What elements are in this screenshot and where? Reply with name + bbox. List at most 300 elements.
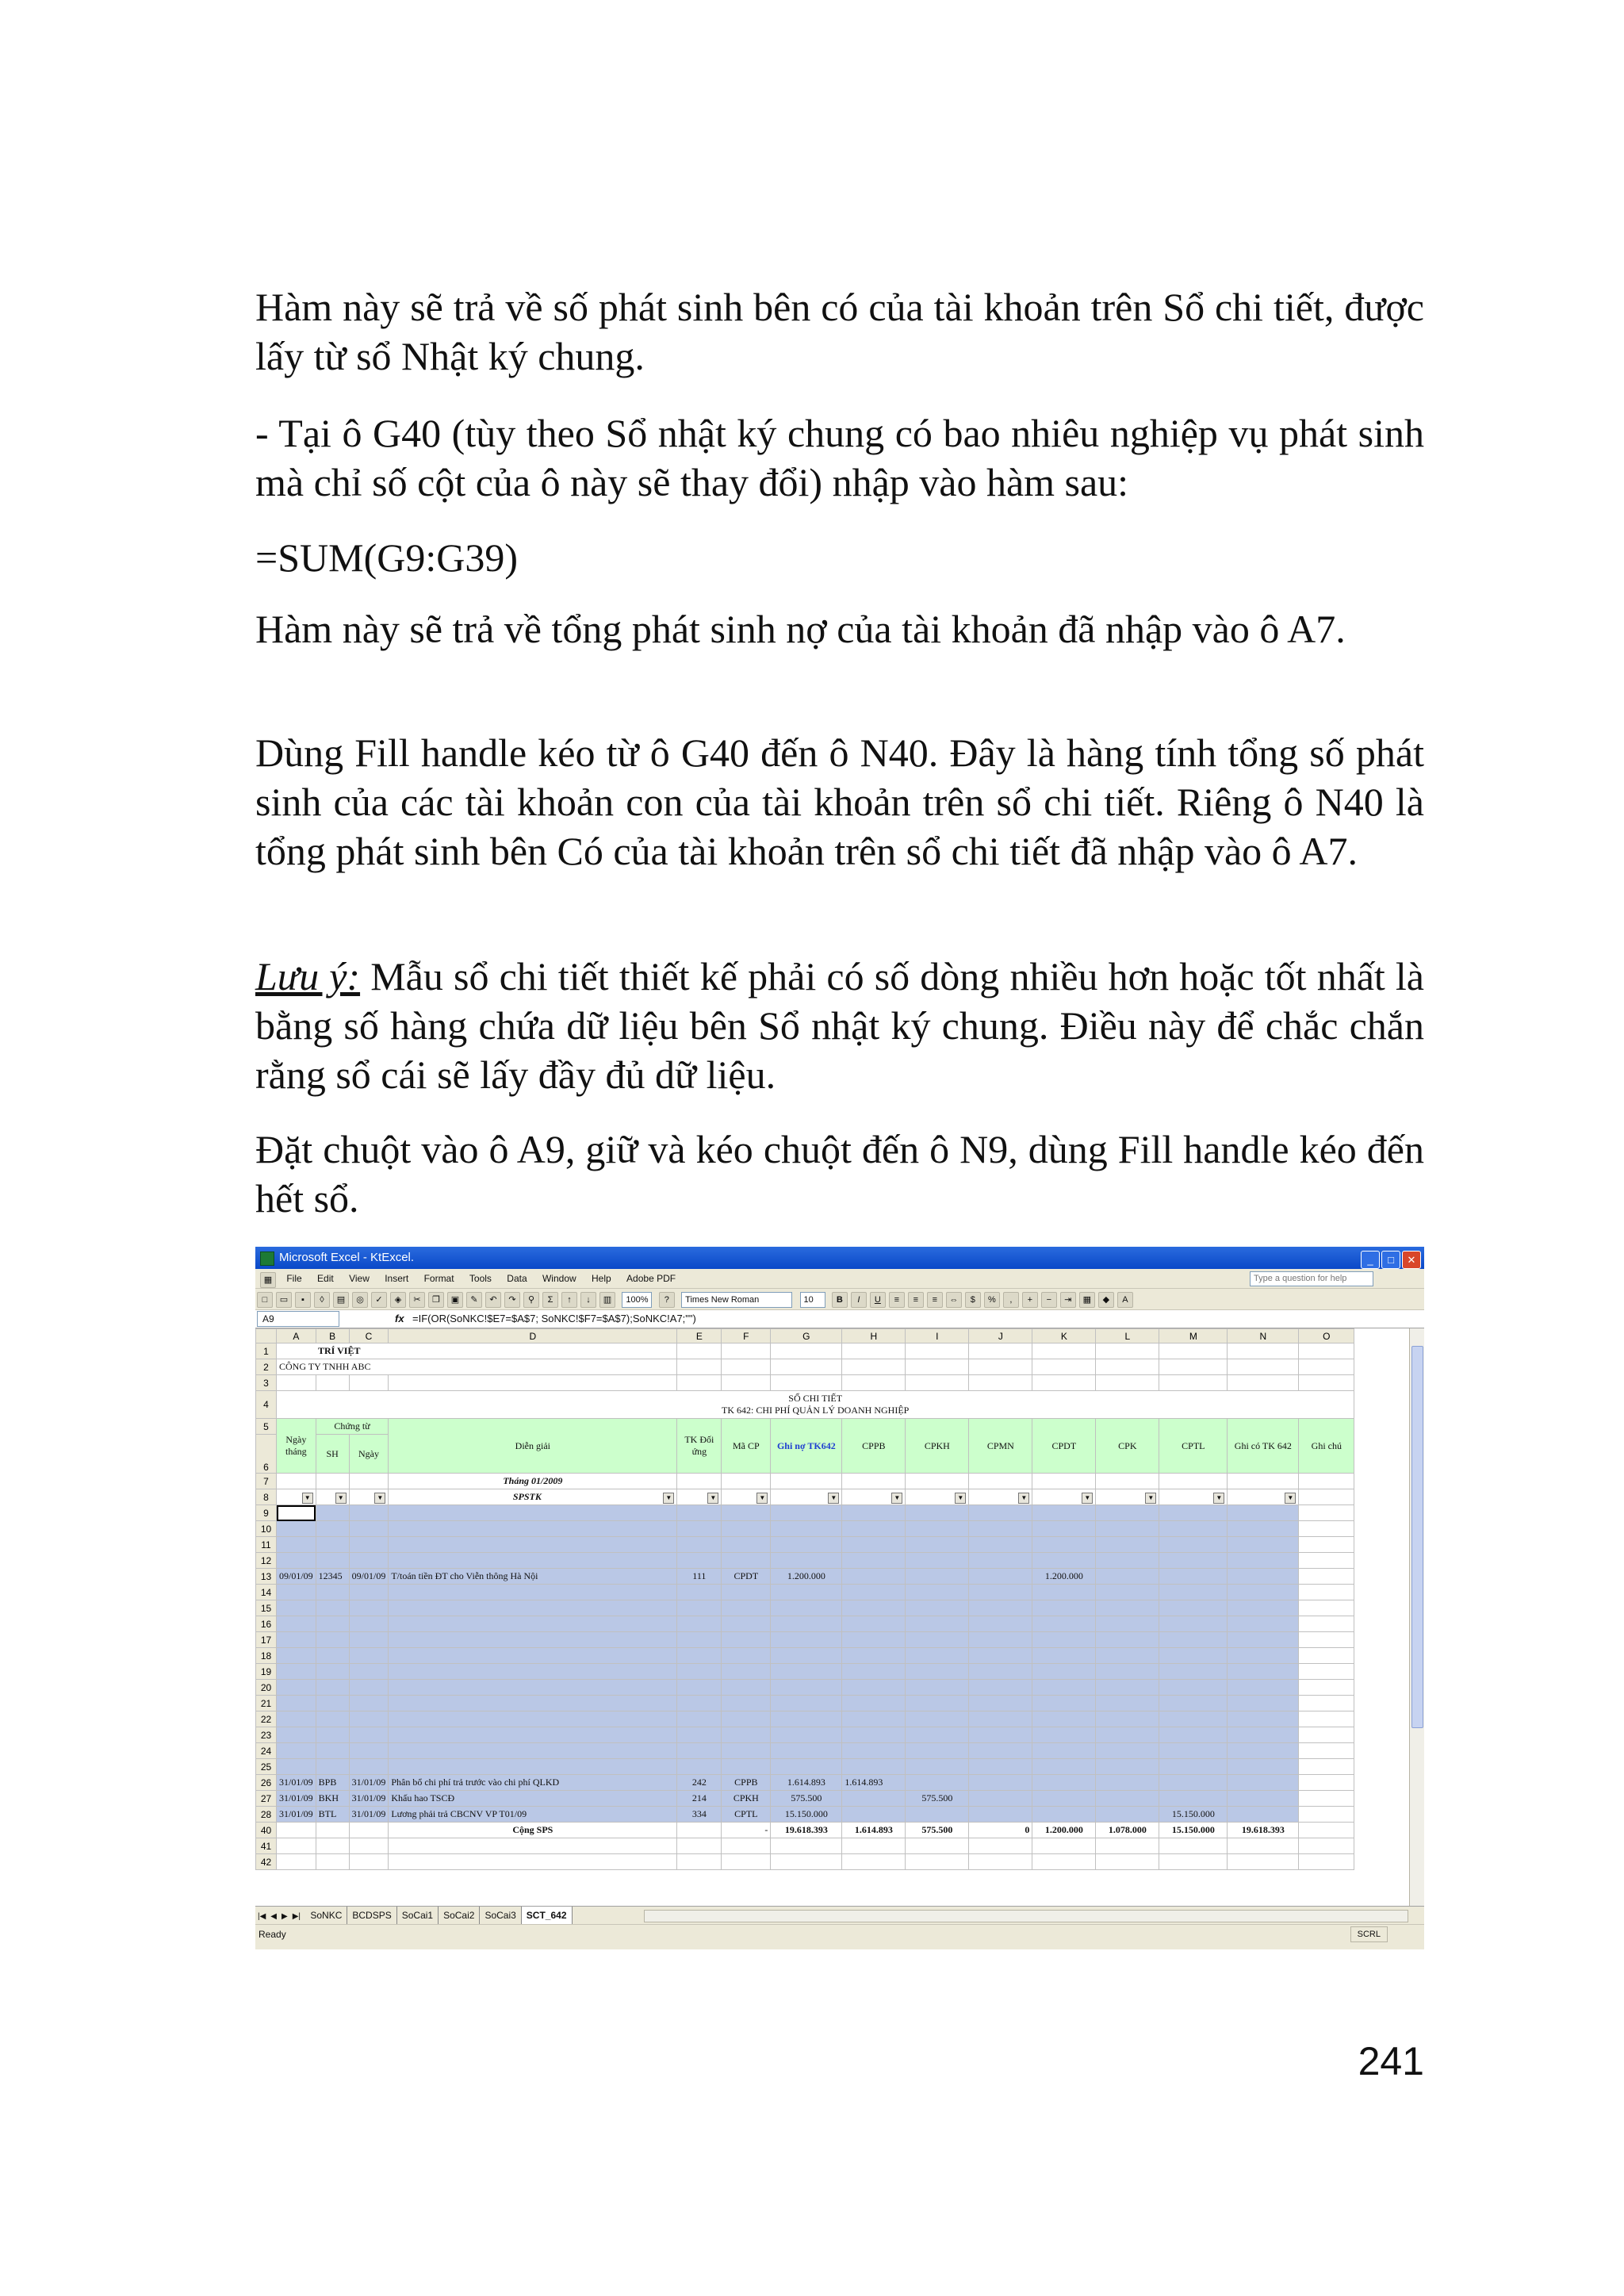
total-g[interactable]: 19.618.393 <box>771 1823 842 1838</box>
cell[interactable] <box>842 1343 906 1359</box>
next-sheet-icon[interactable]: ▶ <box>282 1912 288 1921</box>
cell[interactable] <box>842 1616 906 1632</box>
cell[interactable] <box>1032 1775 1096 1791</box>
cell[interactable] <box>277 1664 316 1680</box>
filter-cell[interactable] <box>969 1489 1032 1505</box>
total-k[interactable]: 1.200.000 <box>1032 1823 1096 1838</box>
cell[interactable] <box>1032 1375 1096 1391</box>
worksheet-grid[interactable] <box>255 1328 1424 1906</box>
cell[interactable] <box>1096 1696 1159 1711</box>
cell[interactable] <box>277 1537 316 1553</box>
cell[interactable] <box>349 1648 389 1664</box>
cell[interactable] <box>1228 1505 1299 1521</box>
cell[interactable] <box>842 1807 906 1823</box>
cell[interactable] <box>1096 1375 1159 1391</box>
cell-cpdt[interactable]: 1.200.000 <box>1032 1569 1096 1585</box>
cell[interactable] <box>1032 1680 1096 1696</box>
cell[interactable] <box>1032 1585 1096 1600</box>
cell[interactable] <box>1159 1854 1228 1870</box>
filter-cell[interactable] <box>1228 1489 1299 1505</box>
cell[interactable] <box>1228 1585 1299 1600</box>
cell[interactable] <box>316 1585 349 1600</box>
filter-dropdown-icon[interactable]: ▼ <box>374 1493 385 1504</box>
row-header[interactable]: 6 <box>256 1435 277 1474</box>
align-right-icon[interactable]: ≡ <box>927 1292 943 1308</box>
total-l[interactable]: 1.078.000 <box>1096 1823 1159 1838</box>
cell[interactable] <box>1159 1569 1228 1585</box>
cell[interactable] <box>1228 1743 1299 1759</box>
cell-date[interactable]: 09/01/09 <box>277 1569 316 1585</box>
cell[interactable] <box>1228 1569 1299 1585</box>
minimize-button[interactable]: _ <box>1361 1251 1380 1269</box>
font-size-select[interactable]: 10 <box>800 1292 825 1308</box>
cell[interactable] <box>842 1648 906 1664</box>
cell[interactable] <box>1299 1854 1354 1870</box>
row-header[interactable]: 14 <box>256 1585 277 1600</box>
research-icon[interactable]: ◈ <box>390 1292 406 1308</box>
cell[interactable] <box>1096 1759 1159 1775</box>
filter-cell[interactable] <box>1159 1489 1228 1505</box>
cell[interactable] <box>277 1616 316 1632</box>
cell[interactable] <box>969 1343 1032 1359</box>
cell[interactable] <box>771 1711 842 1727</box>
cell[interactable] <box>349 1854 389 1870</box>
filter-dropdown-icon[interactable]: ▼ <box>1285 1493 1296 1504</box>
cell[interactable] <box>1228 1343 1299 1359</box>
cell[interactable] <box>722 1664 771 1680</box>
row-header[interactable]: 2 <box>256 1359 277 1375</box>
cell[interactable] <box>349 1743 389 1759</box>
cell[interactable] <box>1228 1727 1299 1743</box>
indent-icon[interactable]: ⇥ <box>1060 1292 1076 1308</box>
cell[interactable] <box>1032 1838 1096 1854</box>
cell[interactable] <box>277 1854 316 1870</box>
cell[interactable] <box>969 1696 1032 1711</box>
row-header[interactable]: 25 <box>256 1759 277 1775</box>
cell[interactable] <box>316 1616 349 1632</box>
cell[interactable] <box>277 1648 316 1664</box>
cell[interactable] <box>1032 1616 1096 1632</box>
cell[interactable] <box>842 1537 906 1553</box>
cell[interactable] <box>906 1648 969 1664</box>
cell[interactable] <box>1228 1854 1299 1870</box>
cell[interactable] <box>1096 1791 1159 1807</box>
help-icon[interactable]: ? <box>659 1292 675 1308</box>
cell[interactable] <box>842 1696 906 1711</box>
header-tk-doi-ung[interactable]: TK Đối ứng <box>677 1419 722 1474</box>
cell[interactable] <box>1032 1664 1096 1680</box>
cell[interactable] <box>1096 1537 1159 1553</box>
cell[interactable] <box>1159 1759 1228 1775</box>
row-header[interactable]: 10 <box>256 1521 277 1537</box>
cell[interactable] <box>389 1696 677 1711</box>
cell[interactable] <box>1228 1521 1299 1537</box>
cell[interactable] <box>677 1632 722 1648</box>
cell[interactable] <box>906 1600 969 1616</box>
cell[interactable] <box>969 1616 1032 1632</box>
cell[interactable] <box>389 1553 677 1569</box>
cell[interactable] <box>722 1505 771 1521</box>
cell[interactable] <box>389 1743 677 1759</box>
new-icon[interactable]: □ <box>257 1292 273 1308</box>
cell[interactable] <box>389 1600 677 1616</box>
company-line1[interactable]: TRÍ VIỆT <box>277 1343 677 1359</box>
cell[interactable] <box>1032 1759 1096 1775</box>
cell[interactable] <box>722 1711 771 1727</box>
cell[interactable] <box>1299 1375 1354 1391</box>
cell-ma-cp[interactable]: CPKH <box>722 1791 771 1807</box>
cell[interactable] <box>316 1759 349 1775</box>
cell[interactable] <box>1096 1585 1159 1600</box>
cell[interactable] <box>1299 1474 1354 1489</box>
cell[interactable] <box>1096 1600 1159 1616</box>
cell[interactable] <box>1096 1474 1159 1489</box>
autosum-icon[interactable]: Σ <box>542 1292 558 1308</box>
menu-adobe-pdf[interactable]: Adobe PDF <box>626 1273 676 1284</box>
cell[interactable] <box>969 1680 1032 1696</box>
cell[interactable] <box>771 1632 842 1648</box>
cell[interactable] <box>906 1359 969 1375</box>
cell[interactable] <box>906 1474 969 1489</box>
cell[interactable] <box>771 1585 842 1600</box>
cell[interactable] <box>842 1474 906 1489</box>
cell[interactable] <box>722 1537 771 1553</box>
cell[interactable] <box>1159 1537 1228 1553</box>
cell[interactable] <box>842 1791 906 1807</box>
cell[interactable] <box>1159 1775 1228 1791</box>
cell[interactable] <box>277 1759 316 1775</box>
sort-asc-icon[interactable]: ↑ <box>561 1292 577 1308</box>
cell[interactable] <box>1299 1791 1354 1807</box>
filter-cell[interactable] <box>1032 1489 1096 1505</box>
filter-dropdown-icon[interactable]: ▼ <box>1213 1493 1224 1504</box>
cell[interactable] <box>906 1807 969 1823</box>
cell[interactable] <box>349 1823 389 1838</box>
menu-tools[interactable]: Tools <box>469 1273 492 1284</box>
cell[interactable] <box>277 1474 316 1489</box>
cell[interactable] <box>1299 1537 1354 1553</box>
cell[interactable] <box>722 1600 771 1616</box>
cell[interactable] <box>1228 1711 1299 1727</box>
cell[interactable] <box>1299 1489 1354 1505</box>
cell-ghi-no[interactable]: 1.614.893 <box>771 1775 842 1791</box>
row-header[interactable]: 3 <box>256 1375 277 1391</box>
cell[interactable] <box>389 1664 677 1680</box>
first-sheet-icon[interactable]: |◀ <box>258 1912 266 1921</box>
cell[interactable] <box>842 1505 906 1521</box>
header-cpdt[interactable]: CPDT <box>1032 1419 1096 1474</box>
header-cptl[interactable]: CPTL <box>1159 1419 1228 1474</box>
cell-cptl[interactable]: 15.150.000 <box>1159 1807 1228 1823</box>
close-button[interactable]: ✕ <box>1402 1251 1421 1269</box>
cell[interactable] <box>1032 1553 1096 1569</box>
cell[interactable] <box>677 1664 722 1680</box>
filter-dropdown-icon[interactable]: ▼ <box>663 1493 674 1504</box>
filter-dropdown-icon[interactable]: ▼ <box>955 1493 966 1504</box>
cell[interactable] <box>1159 1505 1228 1521</box>
font-color-icon[interactable]: A <box>1117 1292 1133 1308</box>
filter-dropdown-icon[interactable]: ▼ <box>1018 1493 1029 1504</box>
cell[interactable] <box>677 1505 722 1521</box>
cell[interactable] <box>1299 1727 1354 1743</box>
cell[interactable] <box>1032 1600 1096 1616</box>
menu-format[interactable]: Format <box>423 1273 454 1284</box>
filter-cell[interactable] <box>722 1489 771 1505</box>
total-i[interactable]: 575.500 <box>906 1823 969 1838</box>
cell[interactable] <box>349 1680 389 1696</box>
cell[interactable] <box>771 1664 842 1680</box>
cell[interactable] <box>771 1343 842 1359</box>
col-header-l[interactable]: L <box>1096 1329 1159 1343</box>
cell[interactable] <box>316 1600 349 1616</box>
cell[interactable] <box>677 1616 722 1632</box>
filter-cell[interactable] <box>771 1489 842 1505</box>
col-header-g[interactable]: G <box>771 1329 842 1343</box>
align-left-icon[interactable]: ≡ <box>889 1292 905 1308</box>
fx-icon[interactable]: fx <box>395 1313 404 1324</box>
cell[interactable] <box>1096 1775 1159 1791</box>
cell[interactable] <box>906 1343 969 1359</box>
cell[interactable] <box>906 1759 969 1775</box>
cell[interactable] <box>389 1759 677 1775</box>
cell[interactable] <box>771 1521 842 1537</box>
cell[interactable] <box>771 1553 842 1569</box>
cell[interactable] <box>1096 1648 1159 1664</box>
filter-cell[interactable] <box>677 1489 722 1505</box>
row-header[interactable]: 13 <box>256 1569 277 1585</box>
cell[interactable] <box>1228 1474 1299 1489</box>
decrease-decimal-icon[interactable]: − <box>1041 1292 1057 1308</box>
cell[interactable] <box>1159 1838 1228 1854</box>
cell[interactable] <box>771 1743 842 1759</box>
cell[interactable] <box>349 1838 389 1854</box>
percent-icon[interactable]: % <box>984 1292 1000 1308</box>
cell[interactable] <box>722 1553 771 1569</box>
col-header-k[interactable]: K <box>1032 1329 1096 1343</box>
cell[interactable] <box>1228 1537 1299 1553</box>
cell[interactable] <box>722 1359 771 1375</box>
cell[interactable] <box>771 1838 842 1854</box>
cell[interactable] <box>389 1632 677 1648</box>
cell[interactable] <box>389 1537 677 1553</box>
copy-icon[interactable]: ❐ <box>428 1292 444 1308</box>
cell[interactable] <box>316 1854 349 1870</box>
cell[interactable] <box>349 1585 389 1600</box>
cell[interactable] <box>1228 1600 1299 1616</box>
cell[interactable] <box>842 1359 906 1375</box>
cell[interactable] <box>277 1585 316 1600</box>
cell[interactable] <box>771 1375 842 1391</box>
header-cpmn[interactable]: CPMN <box>969 1419 1032 1474</box>
cell[interactable] <box>771 1648 842 1664</box>
cell[interactable] <box>906 1375 969 1391</box>
cell-tk[interactable]: 334 <box>677 1807 722 1823</box>
total-m[interactable]: 15.150.000 <box>1159 1823 1228 1838</box>
cell[interactable] <box>842 1759 906 1775</box>
cell[interactable] <box>1228 1696 1299 1711</box>
cell[interactable] <box>277 1727 316 1743</box>
cell-dien-giai[interactable]: T/toán tiền ĐT cho Viễn thông Hà Nội <box>389 1569 677 1585</box>
cell[interactable] <box>1159 1375 1228 1391</box>
cell[interactable] <box>842 1632 906 1648</box>
cell[interactable] <box>722 1648 771 1664</box>
cell[interactable] <box>906 1838 969 1854</box>
col-header-j[interactable]: J <box>969 1329 1032 1343</box>
cell[interactable] <box>771 1505 842 1521</box>
cell[interactable] <box>1299 1838 1354 1854</box>
cell[interactable] <box>1096 1680 1159 1696</box>
cell[interactable] <box>722 1521 771 1537</box>
cell[interactable] <box>969 1359 1032 1375</box>
cell[interactable] <box>906 1775 969 1791</box>
cell[interactable] <box>722 1743 771 1759</box>
filter-cell[interactable] <box>906 1489 969 1505</box>
cell[interactable] <box>722 1759 771 1775</box>
cell-cpkh[interactable]: 575.500 <box>906 1791 969 1807</box>
cell[interactable] <box>316 1711 349 1727</box>
cell[interactable] <box>771 1616 842 1632</box>
name-box[interactable]: A9 <box>257 1311 339 1327</box>
cell[interactable] <box>906 1616 969 1632</box>
cell[interactable] <box>1096 1711 1159 1727</box>
row-header[interactable]: 4 <box>256 1391 277 1419</box>
cell[interactable] <box>1299 1759 1354 1775</box>
cell[interactable] <box>842 1521 906 1537</box>
row-header[interactable]: 8 <box>256 1489 277 1505</box>
cell[interactable] <box>969 1664 1032 1680</box>
cell-sh[interactable]: BPB <box>316 1775 349 1791</box>
cell[interactable] <box>969 1727 1032 1743</box>
help-search-input[interactable]: Type a question for help <box>1250 1271 1373 1286</box>
cell[interactable] <box>969 1375 1032 1391</box>
fill-color-icon[interactable]: ◆ <box>1098 1292 1114 1308</box>
zoom-select[interactable]: 100% <box>622 1292 652 1308</box>
cell[interactable] <box>771 1359 842 1375</box>
cell[interactable] <box>969 1711 1032 1727</box>
col-header-n[interactable]: N <box>1228 1329 1299 1343</box>
cell[interactable] <box>1299 1696 1354 1711</box>
cell[interactable] <box>1299 1521 1354 1537</box>
cell[interactable] <box>842 1600 906 1616</box>
row-header[interactable]: 28 <box>256 1807 277 1823</box>
cell[interactable] <box>389 1585 677 1600</box>
header-cppb[interactable]: CPPB <box>842 1419 906 1474</box>
cut-icon[interactable]: ✂ <box>409 1292 425 1308</box>
cell[interactable] <box>316 1696 349 1711</box>
cell[interactable] <box>1228 1775 1299 1791</box>
maximize-button[interactable]: □ <box>1381 1251 1400 1269</box>
cell[interactable] <box>722 1854 771 1870</box>
cell[interactable] <box>1228 1632 1299 1648</box>
cell[interactable] <box>1096 1505 1159 1521</box>
cell-cppb[interactable]: 1.614.893 <box>842 1775 906 1791</box>
filter-cell[interactable] <box>389 1489 677 1505</box>
total-label[interactable]: Cộng SPS <box>389 1823 677 1838</box>
scroll-thumb[interactable] <box>1411 1346 1423 1728</box>
col-header-i[interactable]: I <box>906 1329 969 1343</box>
cell[interactable] <box>1228 1616 1299 1632</box>
cell[interactable] <box>1299 1743 1354 1759</box>
row-header[interactable]: 26 <box>256 1775 277 1791</box>
row-header[interactable]: 23 <box>256 1727 277 1743</box>
row-header[interactable]: 21 <box>256 1696 277 1711</box>
cell[interactable] <box>677 1474 722 1489</box>
cell[interactable] <box>842 1664 906 1680</box>
cell[interactable] <box>389 1711 677 1727</box>
cell[interactable] <box>277 1711 316 1727</box>
font-name-select[interactable]: Times New Roman <box>681 1292 792 1308</box>
cell[interactable] <box>349 1600 389 1616</box>
spelling-icon[interactable]: ✓ <box>371 1292 387 1308</box>
print-preview-icon[interactable]: ◎ <box>352 1292 368 1308</box>
cell[interactable] <box>677 1823 722 1838</box>
paste-icon[interactable]: ▣ <box>447 1292 463 1308</box>
total-j[interactable]: 0 <box>969 1823 1032 1838</box>
cell[interactable] <box>906 1585 969 1600</box>
cell[interactable] <box>1159 1585 1228 1600</box>
menu-help[interactable]: Help <box>592 1273 611 1284</box>
cell[interactable] <box>1032 1807 1096 1823</box>
cell[interactable] <box>906 1632 969 1648</box>
menu-edit[interactable]: Edit <box>317 1273 334 1284</box>
cell[interactable] <box>842 1743 906 1759</box>
cell[interactable] <box>316 1632 349 1648</box>
cell[interactable] <box>1159 1696 1228 1711</box>
header-chung-tu[interactable]: Chứng từ <box>316 1419 389 1435</box>
cell[interactable] <box>969 1521 1032 1537</box>
cell[interactable] <box>1159 1648 1228 1664</box>
cell[interactable] <box>316 1553 349 1569</box>
cell[interactable] <box>349 1521 389 1537</box>
cell[interactable] <box>316 1743 349 1759</box>
cell[interactable] <box>1299 1585 1354 1600</box>
print-icon[interactable]: ▤ <box>333 1292 349 1308</box>
cell[interactable] <box>969 1807 1032 1823</box>
row-header[interactable]: 17 <box>256 1632 277 1648</box>
cell[interactable] <box>677 1727 722 1743</box>
cell[interactable] <box>677 1743 722 1759</box>
cell[interactable] <box>277 1553 316 1569</box>
row-header[interactable]: 1 <box>256 1343 277 1359</box>
total-h[interactable]: 1.614.893 <box>842 1823 906 1838</box>
tab-socai1[interactable]: SoCai1 <box>397 1907 439 1924</box>
cell[interactable] <box>1228 1759 1299 1775</box>
cell[interactable] <box>842 1680 906 1696</box>
cell-sh[interactable]: BTL <box>316 1807 349 1823</box>
cell-ma-cp[interactable]: CPTL <box>722 1807 771 1823</box>
cell[interactable] <box>906 1569 969 1585</box>
cell[interactable] <box>677 1585 722 1600</box>
menu-data[interactable]: Data <box>507 1273 527 1284</box>
cell-sh[interactable]: BKH <box>316 1791 349 1807</box>
cell[interactable] <box>389 1854 677 1870</box>
cell-ghi-no[interactable]: 1.200.000 <box>771 1569 842 1585</box>
cell[interactable] <box>722 1838 771 1854</box>
cell[interactable] <box>1032 1632 1096 1648</box>
cell[interactable] <box>277 1375 316 1391</box>
cell[interactable] <box>722 1585 771 1600</box>
tab-sct-642[interactable]: SCT_642 <box>522 1907 573 1924</box>
row-header[interactable]: 40 <box>256 1823 277 1838</box>
cell[interactable] <box>771 1727 842 1743</box>
cell[interactable] <box>677 1553 722 1569</box>
header-ngay-thang[interactable]: Ngày tháng <box>277 1419 316 1474</box>
cell[interactable] <box>1032 1505 1096 1521</box>
cell[interactable] <box>722 1375 771 1391</box>
permission-icon[interactable]: ◊ <box>314 1292 330 1308</box>
header-ghi-co[interactable]: Ghi có TK 642 <box>1228 1419 1299 1474</box>
cell[interactable] <box>1096 1807 1159 1823</box>
